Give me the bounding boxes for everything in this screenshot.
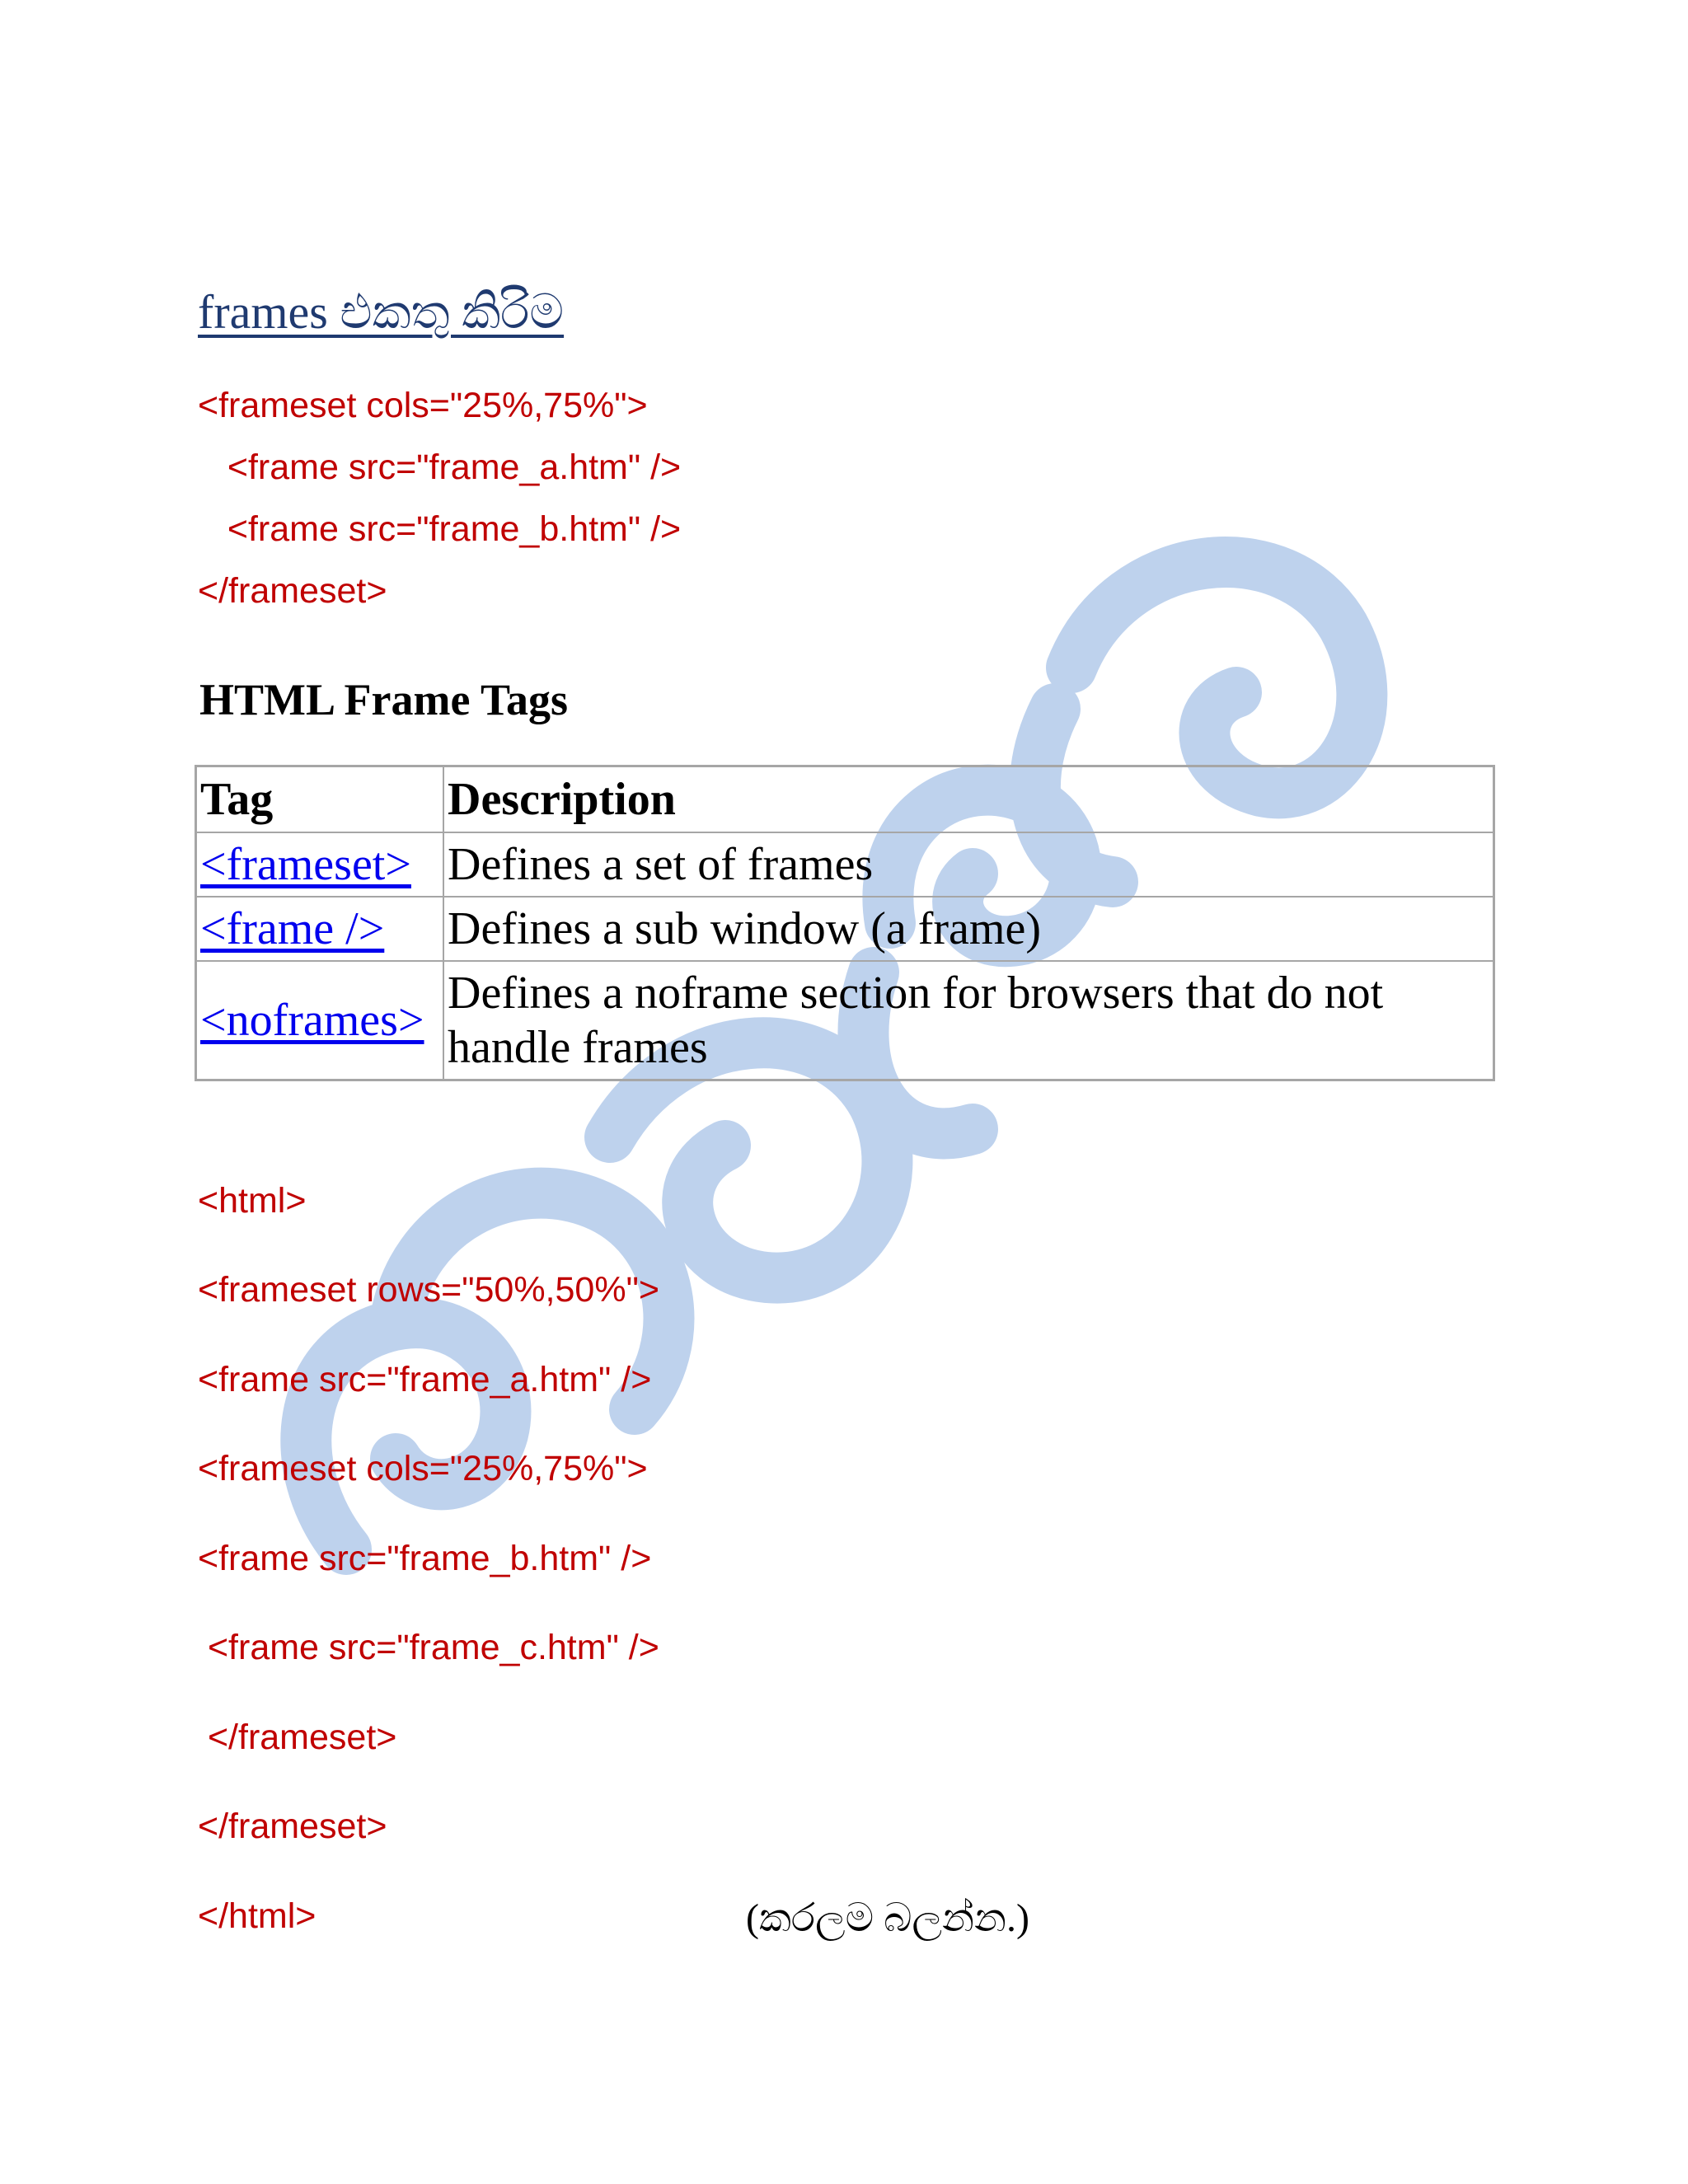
code-line: </frameset> — [198, 1807, 387, 1846]
table-row — [196, 897, 1494, 961]
frame-link[interactable]: <frame /> — [200, 903, 385, 954]
code-line: </frameset> — [198, 1718, 397, 1757]
code-line: <frame src="frame_b.htm" /> — [198, 1539, 652, 1578]
table-cell-description: Defines a noframe section for browsers that do not handle frames — [443, 961, 1494, 1080]
code-line: <frameset cols="25%,75%"> — [198, 1449, 648, 1488]
code-line: <frameset cols="25%,75%"> — [198, 386, 648, 425]
table-row — [196, 832, 1494, 897]
table-row — [196, 961, 1494, 1080]
code-line: </html> — [198, 1896, 316, 1936]
code-line: <frame src="frame_c.htm" /> — [198, 1628, 659, 1667]
noframes-link[interactable]: <noframes> — [200, 995, 424, 1046]
table-header-row — [196, 766, 1494, 833]
try-it-note: (කරලම බලන්න.) — [746, 1896, 1029, 1940]
table-cell-tag — [196, 897, 444, 961]
code-line: </frameset> — [198, 571, 387, 611]
code-line: <frame src="frame_b.htm" /> — [198, 509, 682, 549]
table-cell-description: Defines a set of frames — [443, 832, 1494, 897]
code-line: <html> — [198, 1181, 307, 1221]
frame-tags-table — [195, 765, 1495, 1081]
table-header-tag: Tag — [196, 766, 444, 833]
code-line: <frame src="frame_a.htm" /> — [198, 448, 682, 487]
table-cell-tag — [196, 832, 444, 897]
section-title: HTML Frame Tags — [199, 675, 569, 724]
page-heading: frames එකතු කිරිම — [198, 285, 565, 339]
table-cell-tag — [196, 961, 444, 1080]
code-line: <frameset rows="50%,50%"> — [198, 1270, 659, 1310]
table-header-description: Description — [443, 766, 1494, 833]
table-cell-description: Defines a sub window (a frame) — [443, 897, 1494, 961]
frameset-link[interactable]: <frameset> — [200, 839, 411, 890]
code-line: <frame src="frame_a.htm" /> — [198, 1360, 652, 1399]
